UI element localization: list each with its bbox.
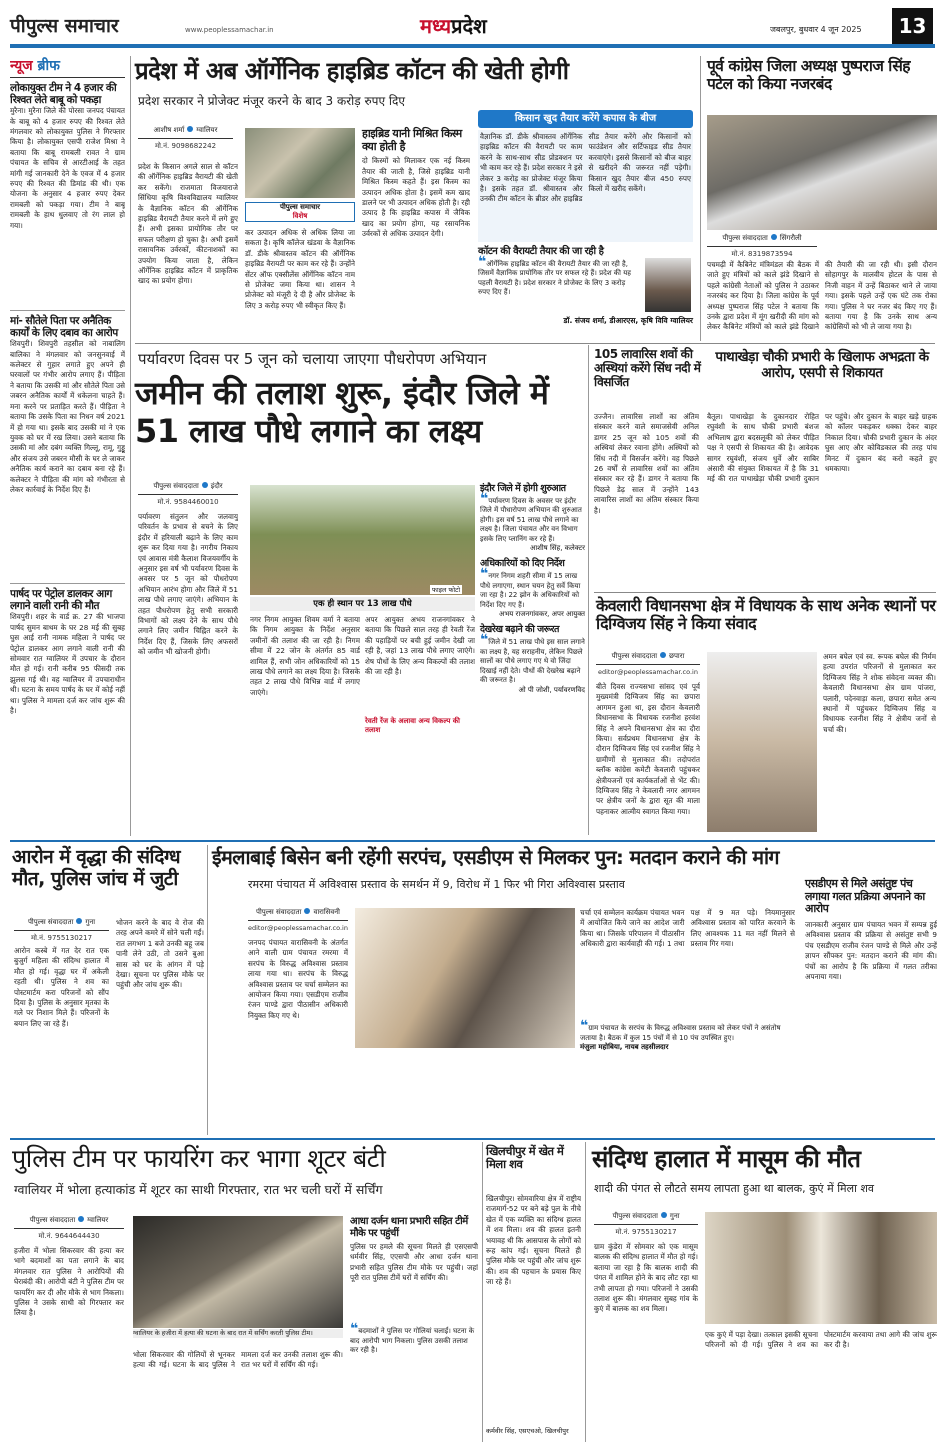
expert-quote: [478, 246, 693, 326]
quote-attribution: ओ पी जोशी, पर्यावरणविद: [518, 685, 585, 694]
masoom-headline: संदिग्ध हालात में मासूम की मौत: [592, 1145, 861, 1173]
quote-icon: ❝: [350, 1321, 359, 1337]
masoom-body-continued: एक कुएं में पड़ा देखा। तत्काल इसकी सूचना परिजनों को दी गई। पुलिस ने शव का पोस्टमार्टम करवाया तथा आगे की जांच शुरू कर दी है।: [705, 1330, 937, 1350]
story1-body-continued: कर उत्पादन अधिक से अधिक लिया जा सकता है। कृषि कॉलेज खंडवा के वैज्ञानिक डॉ. डीके श्रीवास्तव कॉटन की ऑर्गेनिक हाइब्रिड वैरायटी पर काम कर रहे हैं। उन्होंने सेंटर ऑफ एक्सीलेंस ऑर्गेनिक कॉटन नाम से प्रोजेक्ट जमा किया था। शासन ने प्रोजेक्ट को मंजूरी दे दी है और प्रोजेक्ट के लिए 3 करोड़ रुपए भी स्वीकृत किए हैं।: [245, 228, 355, 310]
email: editor@peoplessamachar.co.in: [248, 924, 348, 932]
place: छपारा: [669, 652, 685, 660]
kevlari-body: बीते दिवस राज्यसभा सांसद एवं पूर्व मुख्यमंत्री दिग्विजय सिंह का छपारा आगमन हुआ था, इस दौरान केवलारी विधानसभा के विधायक रजनीश हरवंश सिंह ने अपने विधानसभा क्षेत्र का दौरा किया। सर्वप्रथम विधानसभा क्षेत्र के दौरान दिग्विजय सिंह एवं रजनीश सिंह ने ग्रामीणों से मुलाकात की। तदोपरांत ब्लॉक कांग्रेस कमेटी केवलारी पहुंचकर क्षेत्रीयजनों एवं कार्यकर्ताओं से भेंट की। दिग्विजय सिंह ने केवलारी नगर आगमन पर क्षेत्रीय जनों के द्वारा सूत की माला पहनाकर आत्मीय स्वागत किया गया।: [596, 682, 700, 816]
email: editor@peoplessamachar.co.in: [598, 668, 698, 676]
aron-body: आरोन कस्बे में गत देर रात एक बुजुर्ग महिला की संदिग्ध हालात में मौत हो गई। वृद्धा घर में अकेली रहती थी। पुलिस ने शव का पोस्टमार्टम करा परिजनों को सौंप दिया है। पुलिस के अनुसार मृतका के गले पर निशान मिले हैं। परिजनों के बयान लिए जा रहे हैं।: [14, 946, 109, 1028]
quote-attribution: आशीष सिंह, कलेक्टर: [529, 544, 585, 553]
section-title-a: मध्य: [420, 14, 452, 38]
story2-subsection: [365, 615, 475, 735]
author: पीपुल्स संवाददाता: [256, 908, 302, 916]
place: वारासिवनी: [313, 908, 340, 916]
dateline: जबलपुर, बुधवार 4 जून 2025: [770, 25, 862, 34]
quote-icon: ❝: [580, 1018, 589, 1034]
place: सिंगरौली: [779, 234, 802, 242]
seed-body: वैज्ञानिक डॉ. डीके श्रीवास्तव ऑर्गेनिक हाइब्रिड कॉटन की वैरायटी पर काम करने के साथ-साथ सीड प्रोडक्शन पर भी काम कर रहे हैं। प्रदेश सरकार ने इसे लेकर 3 करोड़ का प्रोजेक्ट मंजूर किया है। इसके तहत डॉ. श्रीवास्तव और उनकी टीम कॉटन के ब्रीडर और हाइब्रिड सीड तैयार करेंगे और किसानों को फाउंडेशन और सर्टिफाइड सीड तैयार करवाएंगे। इससे किसानों को बीज बाहर से खरीदने की जरूरत नहीं पड़ेगी। किसान खुद तैयार बीज 450 रुपए किलो में खरीद सकेंगे।: [478, 130, 693, 242]
column-divider: [700, 56, 701, 341]
mobile: मो.नं. 9755130217: [615, 1228, 677, 1236]
column-divider: [482, 1142, 483, 1442]
police-sidebar: [350, 1216, 478, 1356]
khilchipur-attribution: कर्मवीर सिंह, एसएचओ, खिलचीपुर: [486, 1427, 569, 1435]
place: इंदौर: [210, 482, 223, 490]
brief-headline: लोकायुक्त टीम ने 4 हजार की रिश्वत लेते बाबू को पकड़ा: [10, 82, 117, 107]
quote-icon: ❝: [480, 566, 489, 583]
special-tag: [245, 202, 355, 222]
photo-label: एक ही स्थान पर 13 लाख पौधे: [250, 597, 475, 611]
police-body: हजीरा में भोला सिकरवार की हत्या कर भागे बदमाशों का पता लगाने के बाद मंगलवार रात पुलिस ने आरोपियों की घेराबंदी की। आरोपी बंटी ने पुलिस टीम पर फायरिंग कर दी और मौके से भाग निकला। पुलिस ने उसके साथी को गिरफ्तार कर लिया है।: [14, 1246, 124, 1318]
quote-body: ऑर्गेनिक हाइब्रिड कॉटन की वैरायटी तैयार की जा रही है, जिसमें वैज्ञानिक प्रायोगिक तौर पर सफल रहे हैं। प्रदेश की यह पहली वैरायटी है। प्रदेश सरकार ने प्रोजेक्ट के लिए 3 करोड़ रुपए दिए हैं।: [478, 259, 631, 296]
byline: [138, 126, 233, 139]
mobile: मो.नं. 9584460010: [157, 498, 219, 506]
imlabai-headline: ईमलाबाई बिसेन बनी रहेंगी सरपंच, एसडीएम से मिलकर पुन: मतदान कराने की मांग: [212, 846, 780, 869]
story2-body: पर्यावरण संतुलन और जलवायु परिवर्तन के प्रभाव से बचने के लिए इंदौर में हरियाली बढ़ाने के लिए काम शुरू कर दिया गया है। नगरीय निकाय एवं आवास मंत्री कैलाश विजयवर्गीय के अनुसार इस वर्ष भी पर्यावरण दिवस के अवसर पर 5 जून को पौधरोपण अभियान आरंभ होगा और जिले में 51 लाख पौधे लगाए जाएंगे। अभियान के तहत पौधरोपण हेतु सभी सरकारी विभागों को लक्ष्य देने के साथ पौधे लगाने लिए जमीन चिह्नित करने के निर्देश दिए हैं, जिसके लिए अफसरों को जमीन भी खोजनी होगी।: [138, 512, 238, 657]
imlabai-sidebar: [805, 878, 937, 1120]
quote-body: पर्यावरण दिवस के अवसर पर इंदौर जिले में पौधारोपण अभियान की शुरुआत होगी। इस वर्ष 51 लाख पौधे लगाने का लक्ष्य है। जिला पंचायत और वन विभाग इसके लिए प्लानिंग कर रहे हैं।: [480, 496, 582, 543]
divider: [10, 840, 935, 842]
photo-caption: फाइल फोटो: [432, 586, 461, 594]
divider: [135, 343, 935, 344]
quote-icon: ❝: [480, 490, 489, 507]
quote-text: [350, 1321, 478, 1356]
quote-head: अधिकारियों को दिए निर्देश: [480, 558, 565, 570]
brief-body: मुरैना। मुरैना जिले की पोरसा जनपद पंचायत के बाबू को 4 हजार रुपए की रिश्वत लेते मंगलवार को लोकायुक्त पुलिस ने गिरफ्तार किया है। लोकायुक्त एसपी राजेश मिश्रा ने बताया कि बाबू रामबली रावत ने ग्राम पंचायत के सचिव से आरटीआई के तहत मांगी गई जानकारी देने के एवज में 4 हजार रुपए की रिश्वत की डिमांड की थी। एक योजना के अनुसार 4 हजार रुपए देकर रामबली को पकड़ा गया। टीम ने बाबू रामबली के हाथ धुलवाए तो रंग लाल हो गया।: [10, 106, 125, 230]
aron-body-continued: भोजन करने के बाद वे रोज की तरह अपने कमरे में सोने चली गईं। रात लगभग 1 बजे उनकी बहू जब पानी लेने उठी, तो उसने बुआ सास को घर के आंगन में पड़े देखा। सूचना पर पुलिस मौके पर पहुंची और जांच शुरू की।: [116, 918, 204, 990]
author: पीपुल्स संवाददाता: [153, 482, 199, 490]
author: पीपुल्स संवाददाता: [29, 1216, 76, 1224]
aron-byline-block: [14, 918, 109, 943]
byline: [707, 234, 817, 247]
imlabai-body-continued: चर्चा एवं सम्मेलन कार्यक्रम पंचायत भवन में आयोजित किये जाने का आदेश जारी किया था। जिसके परिपालन में पीठासीन अधिकारी द्वारा कार्यवाही की गई। 1 तथा पक्ष में 9 मत पड़े। नियमानुसार अविश्वास प्रस्ताव को पारित करवाने के लिए आवश्यक 11 मत नहीं मिलने से प्रस्ताव गिर गया।: [580, 908, 795, 949]
place: गुना: [85, 918, 96, 926]
brief-body: शिवपुरी। शहर के वार्ड क्र. 27 की भाजपा पार्षद सुमन बाथम के घर 28 मई की सुबह घुस आई रानी नामक महिला ने पार्षद पर पेट्रोल डालकर आग लगाने वाली रानी की सोमवार रात ग्वालियर में उपचार के दौरान मौत हो गई। रानी करीब 95 फीसदी तक झुलस गई थी। वह ग्वालियर में उपचाराधीन थी। घटना के समय पार्षद के घर में कोई नहीं था। पुलिस ने मामला दर्ज कर जांच शुरू की है।: [10, 612, 125, 716]
congress-byline-block: [707, 234, 817, 259]
sidebar-head: आधा दर्जन थाना प्रभारी सहित टीमें मौके पर पहुंचीं: [350, 1216, 468, 1239]
story2-body-3a: अपर आयुक्त अभय राजनगांवकर ने बताया कि पिछले साल तरह ही रेवती रेंज की पहाड़ियों पर बची हुई जमीन देखी जा रही है, जहां 13 लाख पौधे लगाए जाएंगे। शेष पौधों के लिए अन्य विकल्पों की तलाश की जा रही है।: [365, 615, 475, 677]
police-body-continued: भोला सिकरवार की गोलियों से भूनकर हत्या की गई। घटना के बाद पुलिस ने मामला दर्ज कर उनकी तलाश शुरू की। रात भर घरों में सर्चिंग की गई।: [133, 1350, 343, 1370]
hybrid-box-head: हाइब्रिड यानी मिश्रित किस्म क्या होती है: [362, 127, 462, 153]
place: गुना: [669, 1212, 680, 1220]
brief-item: [10, 82, 125, 306]
column-divider: [207, 845, 208, 1135]
masthead: [10, 12, 935, 42]
mobile: मो.नं. 9098682242: [154, 142, 217, 150]
pathakheda-body: बैतूल। पाथाखेड़ा के दुकानदार रोहित रघुवंशी के साथ चौकी प्रभारी बंशज अभिलाष द्वारा बदसलूकी को लेकर पीड़ित पक्ष ने एसपी से शिकायत की है। आवेदक सागर रघुवंशी, संजय धुर्वे और साबिर अंसारी की संयुक्त शिकायत में है कि 31 मई की रात पाथाखेड़ा चौकी प्रभारी दुकान पर पहुंचे। और दुकान के बाहर खड़े ग्राहक को कॉलर पकड़कर धक्का देकर बाहर निकाल दिया। चौकी प्रभारी दुकान के अंदर घुस आए और कोविडकाल की तरह पांच मिनट में दुकान बंद करो कहते हुए धमकाया।: [707, 412, 937, 484]
quote-head: देखरेख बढ़ाने की जरूरत: [480, 624, 559, 636]
quote-text: [480, 490, 585, 545]
sidebar-body: पुलिस पर हमले की सूचना मिलते ही एसएसपी धर्मवीर सिंह, एएसपी और आधा दर्जन थाना प्रभारी सहित पुलिस टीम मौके पर पहुंची। जहां पूरी रात पुलिस टीमें घरों में सर्चिंग की।: [350, 1242, 478, 1283]
byline: [138, 482, 238, 495]
divider: [594, 592, 936, 593]
byline: [594, 1212, 698, 1225]
brief-headline: पार्षद पर पेट्रोल डालकर आग लगाने वाली रानी की मौत: [10, 588, 112, 613]
quote-icon: ❝: [478, 253, 487, 270]
imlabai-deck: रमरमा पंचायत में अविश्वास प्रस्ताव के समर्थन में 9, विरोध में 1 फिर भी गिरा अविश्वास प्रस्ताव: [248, 878, 625, 891]
quote-body: नगर निगम शहरी सीमा में 15 लाख पौधे लगाएगा, स्थान चयन हेतु सर्वे किया जा रहा है। 22 झोन के अधिकारियों को निर्देश दिए गए हैं।: [480, 572, 581, 609]
place: ग्वालियर: [196, 126, 218, 134]
quote-attribution: डॉ. संजय शर्मा, डीआरएस, कृषि विवि ग्वालियर: [563, 315, 693, 325]
mobile: मो.नं. 9644644430: [38, 1232, 100, 1240]
quote-body: बदमाशों ने पुलिस पर गोलियां चलाईं। घटना के बाद आरोपी भाग निकला। पुलिस उसकी तलाश कर रही है।: [350, 1327, 475, 1354]
expert-photo: [645, 258, 691, 312]
kevlari-body-continued: अमन बघेल एवं स्व. रूपक बघेल की निर्मम हत्या उपरांत परिजनों से मुलाकात कर दिग्विजय सिंह ने शोक संवेदना व्यक्त की। केवलारी विधानसभा क्षेत्र ग्राम पांजरा, पलारी, पदेनवाड़ा कला, छपारा समेत अन्य स्थानों में पहुंचकर दिग्विजय सिंह व विधायक रजनीश सिंह ने क्षेत्रीय जनों से चर्चा की।: [823, 652, 936, 734]
website-link[interactable]: www.peoplessamachar.in: [185, 26, 274, 34]
quote-attribution: अभय राजनगांवकर, अपर आयुक्त: [498, 610, 585, 619]
byline: [14, 918, 109, 931]
imlabai-quote: [580, 1018, 795, 1052]
khilchipur-headline: खिलचीपुर में खेत में मिला शव: [486, 1144, 564, 1172]
column-divider: [585, 1142, 586, 1442]
quote-body: ग्राम पंचायत के सरपंच के विरुद्ध अविश्वास प्रस्ताव को लेकर पंचों ने असंतोष जताया है। बैठक में कुल 15 पंचों में से 10 पंच उपस्थित हुए।: [580, 1024, 781, 1042]
quote-text: [580, 1018, 795, 1043]
story2-body-continued: नगर निगम आयुक्त शिवम वर्मा ने बताया कि निगम आयुक्त के निर्देश अनुसार जमीनों की तलाश की जा रही है। निगम सीमा में 22 जोन के अंतर्गत 85 वार्ड शामिल हैं, सभी जोन अधिकारियों को 15 लाख पौधे लगाने का लक्ष्य दिया है। जिसके तहत 2 लाख पौधे विभिन्न वार्ड में लगाए जाएंगे।: [250, 615, 360, 697]
quote-head: इंदौर जिले में होगी शुरुआत: [480, 483, 566, 494]
quote-icon: ❝: [480, 632, 489, 649]
mobile: मो.नं. 8319873594: [731, 250, 793, 258]
author: पीपुल्स संवाददाता: [612, 1212, 658, 1220]
quote-head: कॉटन की वैरायटी तैयार की जा रही है: [478, 246, 604, 257]
brief-headline: मां- सौतेले पिता पर अनैतिक कार्यों के लिए दबाव का आरोप: [10, 315, 118, 340]
story2-headline: जमीन की तलाश शुरू, इंदौर जिले में 51 लाख पौधे लगाने का लक्ष्य: [135, 374, 549, 451]
brief-body: शिवपुरी। शिवपुरी तहसील को नाबालिग बालिका ने मंगलवार को जनसुनवाई में कलेक्टर से गुहार लगाते हुए अपने ही घरवालों पर गंभीर आरोप लगाए हैं। पीड़िता ने बताया कि उसकी मां और सौतेले पिता उसे जबरन अनैतिक कार्यों में धकेलना चाहते हैं। मना करने पर प्रताड़ित करते हैं। पीड़िता ने बताया कि उसके पिता का निधन वर्ष 2021 में हो गया था। इसके बाद उसकी मां ने एक युवक को घर में रख लिया। उसने बताया कि उसकी मां और दबंग व्यक्ति गिल्लू, रामू, गुड्डू और संजय उसे जबरन मौसी के घर ले जाकर अनैतिक कार्य कराने का दबाव बना रहे हैं। कलेक्टर ने पीड़िता की मांग को गंभीरता से लेकर कार्रवाई के निर्देश दिए हैं।: [10, 339, 125, 494]
kevlari-byline-block: [596, 652, 700, 676]
brief-title-b: ब्रीफ: [37, 58, 60, 74]
special-label: विशेष: [292, 212, 308, 220]
imlabai-body: जनपद पंचायत वारासिवनी के अंतर्गत आने वाली ग्राम पंचायत रमरमा में सरपंच के विरुद्ध अविश्वास प्रस्ताव लाया गया था। सरपंच के विरुद्ध अविश्वास प्रस्ताव पर चर्चा सम्मेलन का आयोजन किया गया। एसडीएम राजीव रंजन पाण्डे द्वारा पीठासीन अधिकारी नियुक्त किए गए थे।: [248, 938, 348, 1020]
page-number: 13: [892, 8, 933, 44]
subsection-head: रेवती रेंज के अलावा अन्य विकल्प की तलाश: [365, 717, 460, 734]
imlabai-photo: [355, 908, 575, 1048]
quote-body: जिले में 51 लाख पौधे इस साल लगाने का लक्ष्य है, यह सराहनीय, लेकिन पिछले सालों का पौधे लगाए गए थे वो जिंदा दिखाई नहीं देते। पौधों की देखरेख बढ़ाने की जरूरत है।: [480, 638, 585, 685]
khilchipur-body: खिलचीपुर। सोमवारिया क्षेत्र में राष्ट्रीय राजमार्ग-52 पर बने बड़े पुल के नीचे खेत में एक व्यक्ति का संदिग्ध हालत में शव मिला। शव की हालत इतनी भयावह थी कि आसपास के लोगों को रूह कांप गई। सूचना मिलते ही पुलिस मौके पर पहुंची और जांच शुरू की। शव की पहचान के प्रयास किए जा रहे हैं।: [486, 1194, 581, 1287]
police-deck: ग्वालियर में भोला हत्याकांड में शूटर का साथी गिरफ्तार, रात भर चली घरों में सर्चिंग: [14, 1182, 383, 1197]
byline: [248, 908, 348, 921]
brief-title-a: न्यूज: [10, 58, 38, 74]
aron-headline: आरोन में वृद्धा की संदिग्ध मौत, पुलिस जांच में जुटी: [12, 846, 181, 890]
masoom-photo: [705, 1212, 937, 1324]
story1-byline-block: [138, 126, 233, 151]
plantation-photo: [250, 485, 475, 595]
sindh-body: उज्जैन। लावारिस लाशों का अंतिम संस्कार करने वाले समाजसेवी अनिल डागर 25 जून को 105 शवों की अस्थियां लेकर रवाना होंगे। अस्थियों को सिंध नदी में विसर्जन करेंगे। वह पिछले 26 वर्षों से लावारिस शवों का अंतिम संस्कार कर रहे हैं। डागर ने बताया कि पिछले डेढ़ साल में उन्होंने 143 लावारिस लाशों का अंतिम संस्कार किया है।: [594, 412, 699, 515]
author: पीपुल्स संवाददाता: [27, 918, 74, 926]
pathakheda-headline: पाथाखेड़ा चौकी प्रभारी के खिलाफ अभद्रता के आरोप, एसपी से शिकायत: [715, 349, 929, 381]
story1-body: प्रदेश के किसान अगले साल से कॉटन की ऑर्गेनिक हाइब्रिड वैरायटी की खेती कर सकेंगे। राजमाता विजयाराजे सिंधिया कृषि विश्वविद्यालय ग्वालियर के वैज्ञानिक कॉटन की ऑर्गेनिक हाइब्रिड वैरायटी तैयार करने में लगे हुए हैं। अभी इसका प्रायोगिक तौर पर सफल परीक्षण हो चुका है। अभी इसमें रासायनिक उर्वरकों, कीटनाशकों का उपयोग किया जाता है, लेकिन ऑर्गेनिक हाइब्रिड कॉटन में प्राकृतिक खाद का प्रयोग होगा।: [138, 162, 238, 286]
police-photo-caption: ग्वालियर के हजीरा में हत्या की घटना के बाद रात में सर्चिंग करती पुलिस टीम।: [133, 1329, 343, 1338]
sindh-headline: 105 लावारिस शवों की अस्थियां करेंगे सिंध नदी में विसर्जित: [594, 347, 701, 389]
kevlari-photo: [707, 652, 817, 832]
imlabai-byline-block: [248, 908, 348, 932]
police-headline: पुलिस टीम पर फायरिंग कर भागा शूटर बंटी: [12, 1144, 386, 1173]
university-photo: [245, 128, 355, 198]
quote-attribution: मंजुला महोबिया, नायब तहसीलदार: [580, 1043, 669, 1051]
byline: [596, 652, 700, 665]
congress-headline: पूर्व कांग्रेस जिला अध्यक्ष पुष्पराज सिंह पटेल को किया नजरबंद: [707, 57, 911, 93]
masoom-body: ग्राम कुंडेरा में सोमवार को एक मासूम बालक की संदिग्ध हालात में मौत हो गई। बताया जा रहा है कि बालक शादी की पंगत में शामिल होने के बाद लौट रहा था तभी लापता हो गया। परिजनों ने उसकी तलाश शुरू की। मंगलवार सुबह गांव के कुएं में बालक का शव मिला।: [594, 1242, 698, 1314]
special-logo: पीपुल्स समाचार: [279, 203, 321, 211]
quote-text: [480, 632, 585, 686]
author: पीपुल्स संवाददाता: [611, 652, 658, 660]
masoom-deck: शादी की पंगत से लौटते समय लापता हुआ था बालक, कुएं में मिला शव: [594, 1182, 875, 1195]
police-byline-block: [14, 1216, 124, 1241]
sidebar-head: एसडीएम से मिले असंतुष्ट पंच लगाया गलत प्रक्रिया अपनाने का आरोप: [805, 877, 925, 916]
column-divider: [588, 345, 589, 835]
newspaper-logo: पीपुल्स समाचार: [10, 15, 119, 37]
sidebar-body: जानकारी अनुसार ग्राम पंचायत भवन में सम्पन्न हुई अविश्वास प्रस्ताव की प्रक्रिया से असंतुष्ट सभी 9 पंच एसडीएम राजीव रंजन पाण्डे से मिले और उन्हें ज्ञापन सौंपकर पुन: मतदान कराने की मांग की। पंचों का आरोप है कि प्रक्रिया में गलत तरीका अपनाया गया।: [805, 919, 937, 981]
place: ग्वालियर: [87, 1216, 109, 1224]
section-title-b: प्रदेश: [451, 14, 487, 38]
masoom-byline-block: [594, 1212, 698, 1237]
author: पीपुल्स संवाददाता: [722, 234, 768, 242]
quote-text: [478, 253, 638, 298]
congress-photo: [707, 115, 937, 230]
author: आशीष शर्मा: [153, 126, 185, 134]
seed-banner: किसान खुद तैयार करेंगे कपास के बीज: [478, 110, 693, 128]
hybrid-box: [362, 128, 470, 316]
brief-title: [10, 56, 125, 78]
mobile: मो.नं. 9755130217: [30, 934, 93, 942]
column-divider: [130, 56, 131, 836]
story2-byline-block: [138, 482, 238, 507]
brief-item: [10, 310, 125, 579]
section-title: [420, 12, 487, 39]
story1-deck: प्रदेश सरकार ने प्रोजेक्ट मंजूर करने के बाद 3 करोड़ रुपए दिए: [138, 94, 406, 108]
official-quotes: [480, 484, 585, 695]
story2-kicker: पर्यावरण दिवस पर 5 जून को चलाया जाएगा पौधरोपण अभियान: [138, 350, 487, 368]
divider: [10, 1138, 935, 1140]
story1-headline: प्रदेश में अब ऑर्गेनिक हाइब्रिड कॉटन की खेती होगी: [135, 57, 569, 85]
congress-body: पचमढ़ी में कैबिनेट मंत्रिमंडल की बैठक में जाते हुए मंत्रियों को काले झंडे दिखाने से पहले कांग्रेसी नेताओं को पुलिस ने उठाकर नजरबंद कर दिया है। जिला कांग्रेस के पूर्व अध्यक्ष पुष्पराज सिंह पटेल ने बताया कि उनके द्वारा प्रदेश में मूंग खरीदी की मांग को लेकर कैबिनेट मंत्रियों को काले झंडे दिखाने की तैयारी की जा रही थी। इसी दौरान सोहागपुर के मालवीय होटल के पास से निजी वाहन में उन्हें बिठाकर थाने ले जाया गया। इसके पहले उन्हें एक घंटे तक रोका गया। पुलिस ने घर नजर बंद किए गए हैं। बताया गया है कि उनके साथ अन्य कांग्रेसियों को भी ले जाया गया है।: [707, 260, 937, 332]
hybrid-box-body: दो किस्मों को मिलाकर एक नई किस्म तैयार की जाती है, जिसे हाइब्रिड यानी मिश्रित किस्म कहते हैं। इस किस्म का उत्पादन अधिक होता है। इसमें कम खाद डालने पर भी उत्पादन अधिक होती है। रही उत्पाद है कि हाइब्रिड कपास में जैविक खाद का प्रयोग होगा, यह रसायनिक उर्वरकों से अधिक उत्पादन देगी।: [362, 156, 470, 239]
header-rule: [10, 44, 935, 48]
police-photo: [133, 1216, 343, 1328]
quote-text: [480, 566, 585, 610]
byline: [14, 1216, 124, 1229]
kevlari-headline: केवलारी विधानसभा क्षेत्र में विधायक के साथ अनेक स्थानों पर दिग्विजय सिंह ने किया संवाद: [596, 596, 936, 634]
